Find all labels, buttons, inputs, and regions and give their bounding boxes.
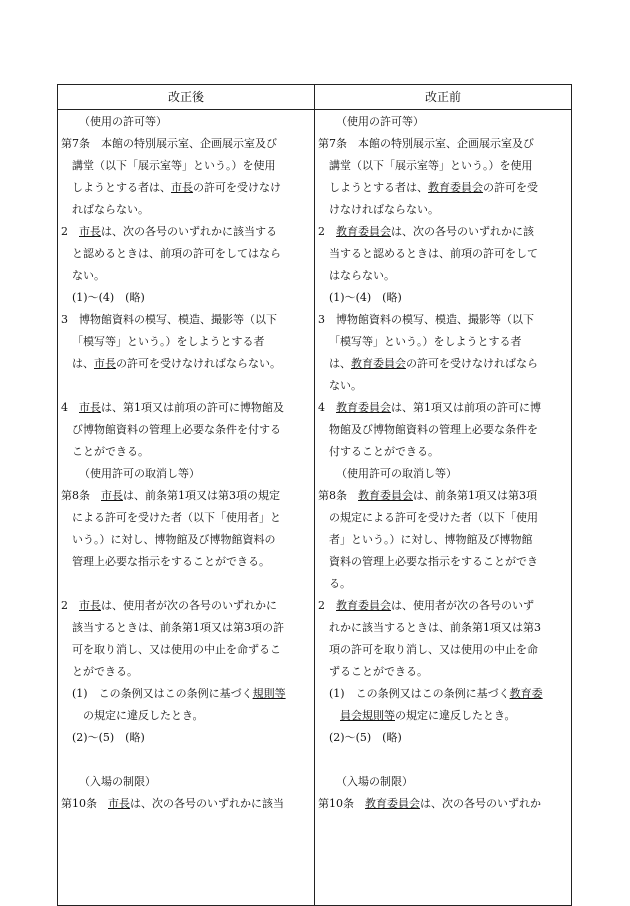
before-line: [318, 683, 568, 705]
text-run: ずることができる。: [329, 665, 428, 678]
text-run: は、次の各号のいずれかに該: [391, 225, 534, 238]
before-line: [318, 133, 568, 155]
before-line: [318, 793, 568, 815]
after-line: [61, 177, 311, 199]
text-run: （使用の許可等）: [336, 115, 424, 128]
after-line: [61, 793, 311, 815]
before-line: [318, 397, 568, 419]
before-line: [318, 485, 568, 507]
before-line: [318, 595, 568, 617]
text-run: 3 博物館資料の模写、模造、撮影等（以下: [61, 313, 277, 326]
text-run: 第7条 本館の特別展示室、企画展示室及び: [61, 137, 277, 150]
text-run: は、使用者が次の各号のいず: [391, 599, 534, 612]
text-run: の規定に違反したとき。: [83, 709, 204, 722]
text-run: (2)～(5) (略): [329, 731, 402, 744]
text-run: (2)～(5) (略): [72, 731, 145, 744]
amended-term: 教育委: [509, 687, 543, 700]
before-line: [318, 441, 568, 463]
after-line: [61, 661, 311, 683]
text-run: の許可を受: [483, 181, 538, 194]
text-run: 当すると認めるときは、前項の許可をして: [329, 247, 538, 260]
text-run: (1)～(4) (略): [72, 291, 145, 304]
text-run: ことができる。: [72, 445, 149, 458]
after-line: [61, 133, 311, 155]
after-line: [61, 199, 311, 221]
text-run: は、次の各号のいずれか: [420, 797, 541, 810]
text-run: は、前条第1項又は第3項の規定: [123, 489, 280, 502]
after-line: [61, 573, 311, 595]
before-line: [318, 727, 568, 749]
amended-term: 教育委員会: [365, 797, 420, 810]
before-line: [318, 155, 568, 177]
text-run: 「模写等」という。）をしようとする者: [329, 335, 522, 348]
text-run: の規定に違反したとき。: [395, 709, 516, 722]
text-run: 可を取り消し、又は使用の中止を命ずるこ: [72, 643, 281, 656]
before-line: [318, 661, 568, 683]
text-run: （入場の制限）: [79, 775, 156, 788]
before-line: [318, 353, 568, 375]
text-run: 該当するときは、前条第1項又は第3項の許: [72, 621, 284, 634]
before-line: [318, 199, 568, 221]
text-run: は、第1項又は前項の許可に博物館及: [101, 401, 284, 414]
after-line: [61, 771, 311, 793]
amended-term: 員会規則等: [340, 709, 395, 722]
amended-term: 市長: [79, 225, 101, 238]
text-run: はならない。: [329, 269, 395, 282]
before-line: [318, 771, 568, 793]
amended-term: 規則等: [252, 687, 286, 700]
text-run: しようとする者は、: [329, 181, 428, 194]
before-line: [318, 507, 568, 529]
after-line: [61, 529, 311, 551]
amended-term: 市長: [79, 599, 101, 612]
text-run: 2: [61, 225, 79, 238]
text-run: とができる。: [72, 665, 138, 678]
before-text: [315, 110, 571, 815]
after-line: [61, 727, 311, 749]
after-line: [61, 375, 311, 397]
header-before: 改正前: [315, 85, 572, 110]
text-run: （使用の許可等）: [79, 115, 167, 128]
text-run: は、: [329, 357, 351, 370]
text-run: ない。: [329, 379, 362, 392]
before-line: [318, 111, 568, 133]
text-run: 「模写等」という。）をしようとする者: [72, 335, 265, 348]
text-run: 3 博物館資料の模写、模造、撮影等（以下: [318, 313, 534, 326]
text-run: び博物館資料の管理上必要な条件を付する: [72, 423, 281, 436]
after-line: [61, 507, 311, 529]
before-line: [318, 375, 568, 397]
comparison-table: [57, 84, 572, 906]
text-run: 2: [61, 599, 79, 612]
text-run: 2: [318, 599, 336, 612]
amended-term: 市長: [94, 357, 116, 370]
text-run: 2: [318, 225, 336, 238]
after-line: [61, 463, 311, 485]
text-run: （使用許可の取消し等）: [79, 467, 200, 480]
text-run: と認めるときは、前項の許可をしてはなら: [72, 247, 281, 260]
text-run: 項の許可を取り消し、又は使用の中止を命: [329, 643, 538, 656]
text-run: けなければならない。: [329, 203, 439, 216]
before-line: [318, 309, 568, 331]
after-text: [58, 110, 314, 815]
header-row: [58, 85, 572, 110]
text-run: しようとする者は、: [72, 181, 171, 194]
text-run: の許可を受けなければならない。: [116, 357, 281, 370]
text-run: は、次の各号のいずれかに該当: [130, 797, 284, 810]
header-after: 改正後: [58, 85, 315, 110]
content-row: [58, 110, 572, 906]
after-line: [61, 749, 311, 771]
after-line: [61, 639, 311, 661]
text-run: 管理上必要な指示をすることができる。: [72, 555, 270, 568]
text-run: による許可を受けた者（以下「使用者」と: [72, 511, 281, 524]
amended-term: 市長: [79, 401, 101, 414]
text-run: （入場の制限）: [336, 775, 413, 788]
text-run: は、: [72, 357, 94, 370]
amended-term: 教育委員会: [428, 181, 483, 194]
before-line: [318, 287, 568, 309]
before-line: [318, 705, 568, 727]
text-run: 講堂（以下「展示室等」という。）を使用: [72, 159, 276, 172]
after-line: [61, 595, 311, 617]
after-line: [61, 243, 311, 265]
text-run: の規定による許可を受けた者（以下「使用: [329, 511, 538, 524]
text-run: 講堂（以下「展示室等」という。）を使用: [329, 159, 533, 172]
after-line: [61, 331, 311, 353]
before-line: [318, 639, 568, 661]
after-line: [61, 155, 311, 177]
amended-term: 教育委員会: [336, 599, 391, 612]
text-run: の許可を受けなけ: [193, 181, 281, 194]
amended-term: 教育委員会: [336, 401, 391, 414]
before-line: [318, 529, 568, 551]
before-line: [318, 221, 568, 243]
text-run: いう。）に対し、博物館及び博物館資料の: [72, 533, 276, 546]
text-run: 者」という。）に対し、博物館及び博物館: [329, 533, 533, 546]
before-line: [318, 331, 568, 353]
after-line: [61, 221, 311, 243]
before-line: [318, 177, 568, 199]
text-run: 第8条: [61, 489, 101, 502]
text-run: 物館及び博物館資料の管理上必要な条件を: [329, 423, 538, 436]
after-line: [61, 265, 311, 287]
amended-term: 市長: [171, 181, 193, 194]
text-run: は、使用者が次の各号のいずれかに: [101, 599, 277, 612]
text-run: 付することができる。: [329, 445, 439, 458]
amended-term: 教育委員会: [336, 225, 391, 238]
text-run: 第10条: [318, 797, 365, 810]
text-run: 4: [61, 401, 79, 414]
text-run: 資料の管理上必要な指示をすることができ: [329, 555, 538, 568]
after-line: [61, 551, 311, 573]
before-line: [318, 749, 568, 771]
after-line: [61, 617, 311, 639]
text-run: 第7条 本館の特別展示室、企画展示室及び: [318, 137, 534, 150]
text-run: る。: [329, 577, 351, 590]
text-run: は、前条第1項又は第3項: [413, 489, 537, 502]
after-line: [61, 287, 311, 309]
before-line: [318, 551, 568, 573]
text-run: 第8条: [318, 489, 358, 502]
before-line: [318, 573, 568, 595]
text-run: は、第1項又は前項の許可に博: [391, 401, 541, 414]
after-line: [61, 683, 311, 705]
before-line: [318, 265, 568, 287]
text-run: は、次の各号のいずれかに該当する: [101, 225, 277, 238]
amended-term: 教育委員会: [351, 357, 406, 370]
after-column: [58, 110, 315, 906]
before-line: [318, 243, 568, 265]
amended-term: 教育委員会: [358, 489, 413, 502]
text-run: ればならない。: [72, 203, 149, 216]
after-line: [61, 353, 311, 375]
after-line: [61, 419, 311, 441]
amended-term: 市長: [108, 797, 130, 810]
before-line: [318, 617, 568, 639]
text-run: （使用許可の取消し等）: [336, 467, 457, 480]
text-run: (1) この条例又はこの条例に基づく: [329, 687, 510, 700]
amended-term: 市長: [101, 489, 123, 502]
after-line: [61, 309, 311, 331]
text-run: ない。: [72, 269, 105, 282]
text-run: の許可を受けなければなら: [406, 357, 538, 370]
after-line: [61, 397, 311, 419]
before-column: [315, 110, 572, 906]
after-line: [61, 441, 311, 463]
after-line: [61, 485, 311, 507]
text-run: 4: [318, 401, 336, 414]
after-line: [61, 705, 311, 727]
after-line: [61, 111, 311, 133]
before-line: [318, 463, 568, 485]
text-run: (1) この条例又はこの条例に基づく: [72, 687, 253, 700]
text-run: (1)～(4) (略): [329, 291, 402, 304]
text-run: 第10条: [61, 797, 108, 810]
text-run: れかに該当するときは、前条第1項又は第3: [329, 621, 541, 634]
before-line: [318, 419, 568, 441]
